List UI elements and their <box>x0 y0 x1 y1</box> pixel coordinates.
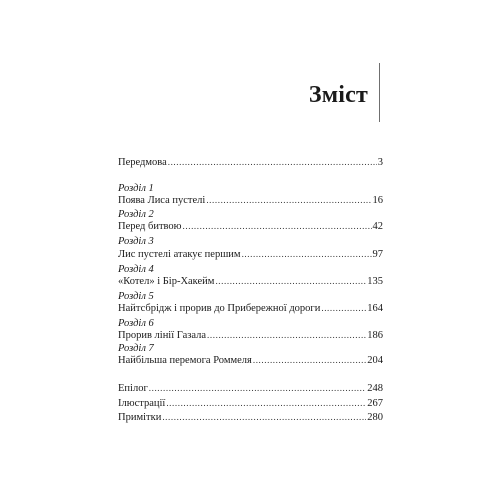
page-title: Зміст <box>308 82 368 108</box>
entry-title: Найтсбрідж і прорив до Прибережної дороги <box>118 303 321 314</box>
entry-page: 248 <box>367 383 383 394</box>
dot-leader <box>207 329 366 342</box>
entry-title: Поява Лиса пустелі <box>118 195 206 206</box>
entry-page: 16 <box>372 195 383 206</box>
dot-leader <box>149 382 367 395</box>
entry-title: Перед битвою <box>118 221 182 232</box>
toc-entry-chapter-2[interactable] <box>118 220 383 232</box>
dot-leader <box>253 354 366 367</box>
dot-leader <box>206 194 371 207</box>
dot-leader <box>166 397 366 410</box>
toc-entry-illustrations[interactable] <box>118 397 383 409</box>
entry-title: «Котел» і Бір-Хакейм <box>118 276 215 287</box>
toc-entry-chapter-7[interactable] <box>118 354 383 366</box>
entry-title: Лис пустелі атакує першим <box>118 249 241 260</box>
chapter-label: Розділ 5 <box>118 291 154 302</box>
toc-entry-chapter-1[interactable] <box>118 194 383 206</box>
chapter-label: Розділ 7 <box>118 343 154 354</box>
entry-page: 186 <box>367 330 383 341</box>
toc-entry-chapter-5[interactable] <box>118 302 383 314</box>
chapter-label: Розділ 3 <box>118 236 154 247</box>
entry-page: 267 <box>367 398 383 409</box>
dot-leader <box>215 275 366 288</box>
toc-entry-chapter-3[interactable] <box>118 248 383 260</box>
entry-page: 3 <box>377 157 383 168</box>
chapter-label: Розділ 2 <box>118 209 154 220</box>
entry-title: Прорив лінії Газала <box>118 330 207 341</box>
dot-leader <box>321 302 366 315</box>
entry-page: 97 <box>372 249 383 260</box>
toc-entry-notes[interactable] <box>118 411 383 423</box>
entry-title: Передмова <box>118 157 167 168</box>
dot-leader <box>242 248 372 261</box>
chapter-label: Розділ 6 <box>118 318 154 329</box>
entry-page: 42 <box>372 221 383 232</box>
entry-page: 135 <box>367 276 383 287</box>
entry-title: Епілог <box>118 383 148 394</box>
dot-leader <box>162 411 366 424</box>
entry-title: Примітки <box>118 412 162 423</box>
toc-entry-preface[interactable] <box>118 156 383 168</box>
toc-entry-epilogue[interactable] <box>118 382 383 394</box>
dot-leader <box>168 156 377 169</box>
dot-leader <box>183 220 372 233</box>
chapter-label: Розділ 1 <box>118 183 154 194</box>
entry-page: 280 <box>367 412 383 423</box>
entry-page: 204 <box>367 355 383 366</box>
entry-page: 164 <box>367 303 383 314</box>
vertical-rule <box>379 63 380 122</box>
chapter-label: Розділ 4 <box>118 264 154 275</box>
toc-entry-chapter-4[interactable] <box>118 275 383 287</box>
entry-title: Ілюстрації <box>118 398 166 409</box>
toc-entry-chapter-6[interactable] <box>118 329 383 341</box>
entry-title: Найбільша перемога Роммеля <box>118 355 252 366</box>
